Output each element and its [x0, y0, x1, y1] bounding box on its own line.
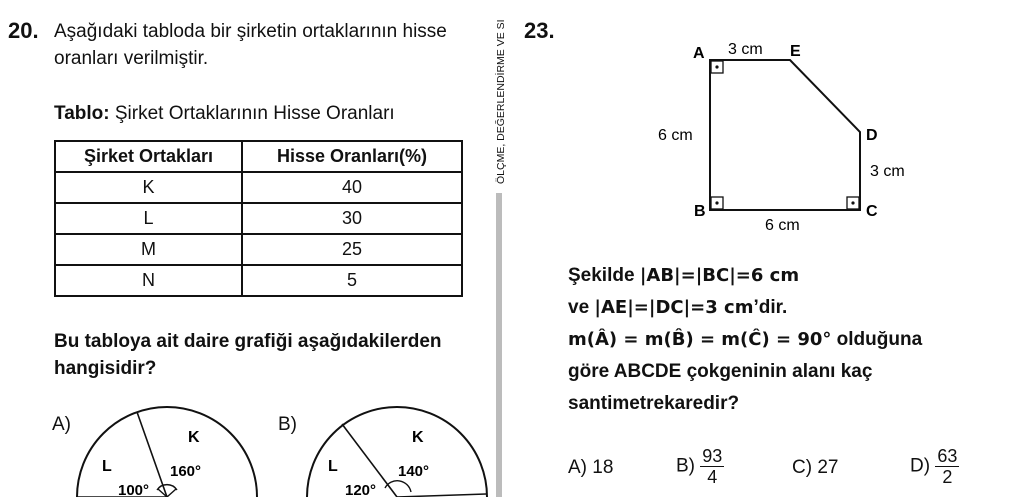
- q23-line3-suffix: olduğuna: [836, 329, 923, 350]
- table-cell: 25: [242, 234, 462, 265]
- table-cell: 40: [242, 172, 462, 203]
- table-cell: M: [55, 234, 242, 265]
- vertex-d-label: D: [866, 127, 878, 144]
- q23-line1-prefix: Şekilde: [568, 265, 635, 286]
- pie-b-k-label: K: [412, 429, 424, 446]
- vertex-c-label: C: [866, 203, 878, 220]
- q23-number: 23.: [524, 18, 555, 43]
- side-bc-label: 6 cm: [765, 217, 800, 234]
- table-header-row: [55, 141, 462, 172]
- table-cell: 5: [242, 265, 462, 296]
- q20-option-b-label[interactable]: B): [278, 414, 297, 435]
- q23-option-d-label: D): [910, 455, 931, 477]
- table-cell: 30: [242, 203, 462, 234]
- q23-option-d-fraction: [935, 446, 959, 487]
- q23-option-b[interactable]: [676, 446, 724, 487]
- sidebar-text-label: ÖLÇME, DEĞERLENDİRME VE SI: [495, 19, 507, 184]
- table-row: [55, 234, 462, 265]
- pie-b-angle1: 140°: [398, 463, 430, 480]
- table-row: [55, 203, 462, 234]
- q23-line2: [568, 294, 787, 321]
- sidebar-vertical-text: [490, 0, 510, 190]
- q23-option-b-label: B): [676, 455, 695, 477]
- side-dc-label: 3 cm: [870, 163, 905, 180]
- table-row: [55, 172, 462, 203]
- q23-line3-math: m(Â) = m(B̂) = m(Ĉ) = 90°: [568, 329, 832, 350]
- q23-line5: santimetrekaredir?: [568, 393, 740, 414]
- pie-a-angle1: 160°: [170, 463, 202, 480]
- vertex-b-label: B: [694, 203, 706, 220]
- q23-line4: göre ABCDE çokgeninin alanı kaç: [568, 361, 873, 382]
- q20-question-line2: hangisidir?: [54, 358, 157, 379]
- q23-option-d[interactable]: [910, 446, 959, 487]
- q20-number: 20.: [8, 18, 39, 43]
- q23-line1-math: |AB|=|BC|=6 cm: [639, 265, 800, 286]
- pie-a-angle2: 100°: [118, 482, 150, 497]
- q20-option-a-label[interactable]: A): [52, 414, 71, 435]
- q20-table-caption: [54, 100, 395, 127]
- q23-line1: [568, 262, 799, 289]
- table-cell: N: [55, 265, 242, 296]
- q20-option-a-pie[interactable]: [70, 400, 270, 497]
- q20-text-line2: oranları verilmiştir.: [54, 48, 209, 69]
- q23-option-b-fraction: [700, 446, 724, 487]
- pie-b-l-label: L: [328, 458, 338, 475]
- fraction-numerator: 93: [702, 446, 723, 466]
- q23-line2-prefix: ve: [568, 297, 590, 318]
- q23-option-a[interactable]: A) 18: [568, 457, 614, 478]
- pie-a-l-label: L: [102, 458, 112, 475]
- pie-a-k-label: K: [188, 429, 200, 446]
- q23-line2-math: |AE|=|DC|=3 cm: [594, 297, 754, 318]
- fraction-numerator: 63: [937, 446, 958, 466]
- q23-option-c[interactable]: C) 27: [792, 457, 839, 478]
- table-caption-label: Tablo:: [54, 103, 110, 124]
- column-divider-bar: [496, 193, 502, 497]
- table-cell: L: [55, 203, 242, 234]
- fraction-denominator: 4: [707, 467, 718, 487]
- q20-text-line1: Aşağıdaki tabloda bir şirketin ortaklarının hisse: [54, 21, 447, 42]
- q20-question-line1: Bu tabloya ait daire grafiği aşağıdakilerden: [54, 331, 442, 352]
- table-row: [55, 265, 462, 296]
- vertex-e-label: E: [790, 43, 801, 60]
- pie-b-angle2: 120°: [345, 482, 377, 497]
- table-header-partners: Şirket Ortakları: [55, 141, 242, 172]
- q20-option-b-pie[interactable]: [300, 400, 490, 497]
- fraction-denominator: 2: [942, 467, 953, 487]
- vertex-a-label: A: [693, 45, 705, 62]
- side-ab-label: 6 cm: [658, 127, 693, 144]
- shares-table: [54, 140, 463, 297]
- q23-line2-suffix: ’dir.: [753, 297, 788, 318]
- table-cell: K: [55, 172, 242, 203]
- side-ae-label: 3 cm: [728, 41, 763, 58]
- table-caption-title: Şirket Ortaklarının Hisse Oranları: [114, 103, 395, 124]
- q23-polygon-figure: [640, 30, 905, 240]
- table-header-shares: Hisse Oranları(%): [242, 141, 462, 172]
- q23-line3: [568, 326, 922, 353]
